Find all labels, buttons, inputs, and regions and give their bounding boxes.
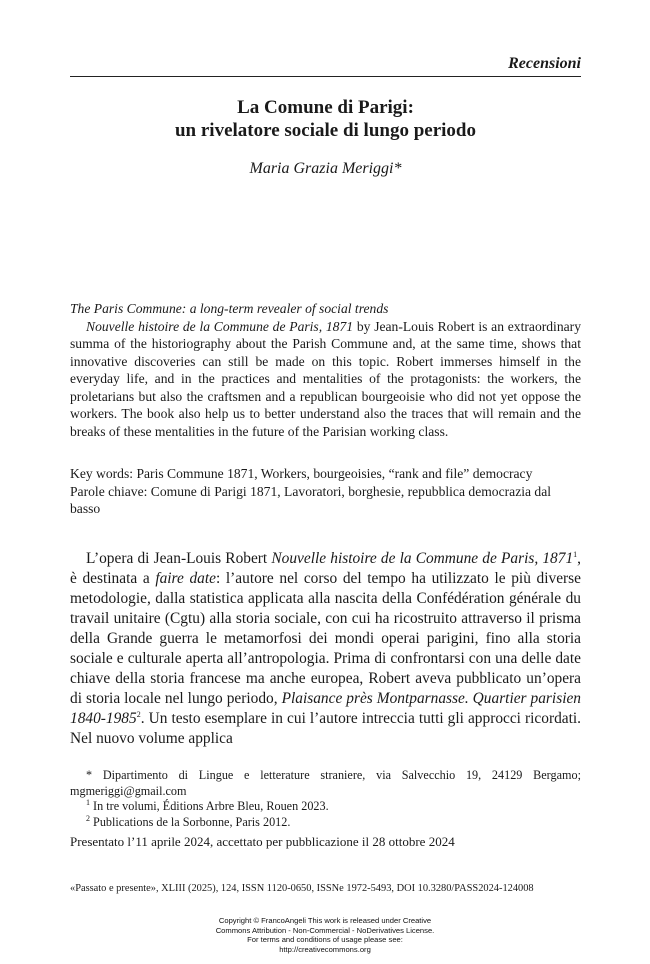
abstract-heading: The Paris Commune: a long-term revealer of social trends — [70, 301, 389, 316]
footnote-2 — [70, 815, 581, 831]
body-paragraph — [70, 549, 581, 749]
abstract-book-title: Nouvelle histoire de la Commune de Paris, 1871 — [86, 318, 354, 334]
abstract-text: by Jean-Louis Robert is an extraordinary summa of the historiography about the Parish Commune and, at the same time, shows that innovative discoveries can still be made on this topic. Robert immerses himself in the everyday life, and in the practices and mentalities of the protagonists: the workers, the proletarians but also the craftsmen and a republican bourgeoisie who did not yet oppose the workers. The book also help us to better understand also the traces that will remain and the breaks of these mentalities in the future of the Parisian working class. — [70, 318, 581, 439]
abstract-body — [70, 318, 581, 441]
footnote-text-1: In tre volumi, Éditions Arbre Bleu, Rouen 2023. — [90, 799, 329, 813]
license-notice — [175, 916, 475, 954]
footnote-text-2: Publications de la Sorbonne, Paris 2012. — [90, 814, 291, 829]
body-text: : l’autore nel corso del tempo ha utilizzato le più diverse metodologie, dalla statistica applicata alla nascita della Confédération générale du travail unitaire (Cgtu) alla storia sociale, con cui ha ricostruito attraverso il prisma della Grande guerra le metamorfosi dei mondi operai parigini, fino alla storia sociale e culturale aperta all’antropologia. Prima di confrontarsi con una delle date chiave della storia francese ma anche europea, Robert aveva pubblicato un’opera di storia locale nel lungo periodo, — [70, 570, 581, 707]
book-title-italic: Plaisance près Montparnasse. Quartier parisien 1840-1985 — [70, 690, 581, 727]
footnote-1 — [70, 799, 581, 815]
license-line-3: For terms and conditions of usage please see: — [247, 935, 403, 945]
footnote-mark-2: 2 — [86, 813, 90, 823]
footnotes — [70, 768, 581, 830]
body-text: L’opera di Jean-Louis Robert — [86, 550, 272, 567]
license-line-2: Commons Attribution - Non-Commercial - NoDerivatives License. — [215, 925, 435, 935]
body-text: , è destinata a — [70, 550, 581, 587]
header-rule — [70, 76, 581, 77]
license-link[interactable]: http://creativecommons.org — [279, 944, 371, 954]
footnote-ref-2[interactable]: 2 — [136, 709, 141, 719]
book-title-italic: Nouvelle histoire de la Commune de Paris, 1871 — [271, 550, 574, 567]
keywords-block — [70, 465, 581, 518]
abstract — [70, 300, 581, 440]
author-name: Maria Grazia Meriggi* — [249, 160, 402, 177]
article-title — [70, 96, 581, 142]
footnote-ref-1[interactable]: 1 — [573, 549, 578, 559]
phrase-italic: faire date — [155, 570, 216, 587]
received-dates: Presentato l’11 aprile 2024, accettato per pubblicazione il 28 ottobre 2024 — [70, 834, 455, 849]
footnote-mark-1: 1 — [86, 797, 90, 807]
body-text: . Un testo esemplare in cui l’autore intreccia tutti gli approcci ricordati. Nel nuovo volume applica — [70, 710, 581, 747]
keywords-it: Parole chiave: Comune di Parigi 1871, Lavoratori, borghesie, repubblica democrazia dal basso — [70, 483, 552, 516]
title-line-2: un rivelatore sociale di lungo periodo — [174, 120, 476, 141]
section-label: Recensioni — [508, 55, 581, 72]
title-line-1: La Comune di Parigi: — [237, 97, 414, 118]
main-text — [70, 549, 581, 749]
footnote-affiliation: * Dipartimento di Lingue e letterature straniere, via Salvecchio 19, 24129 Bergamo; mgmeriggi@gmail.com — [70, 768, 581, 798]
keywords-en: Key words: Paris Commune 1871, Workers, bourgeoisies, “rank and file” democracy — [70, 466, 533, 481]
license-line-1: Copyright © FrancoAngeli This work is released under Creative — [218, 916, 432, 925]
journal-citation: «Passato e presente», XLIII (2025), 124, ISSN 1120-0650, ISSNe 1972-5493, DOI 10.3280/PASS2024-124008 — [70, 883, 534, 894]
